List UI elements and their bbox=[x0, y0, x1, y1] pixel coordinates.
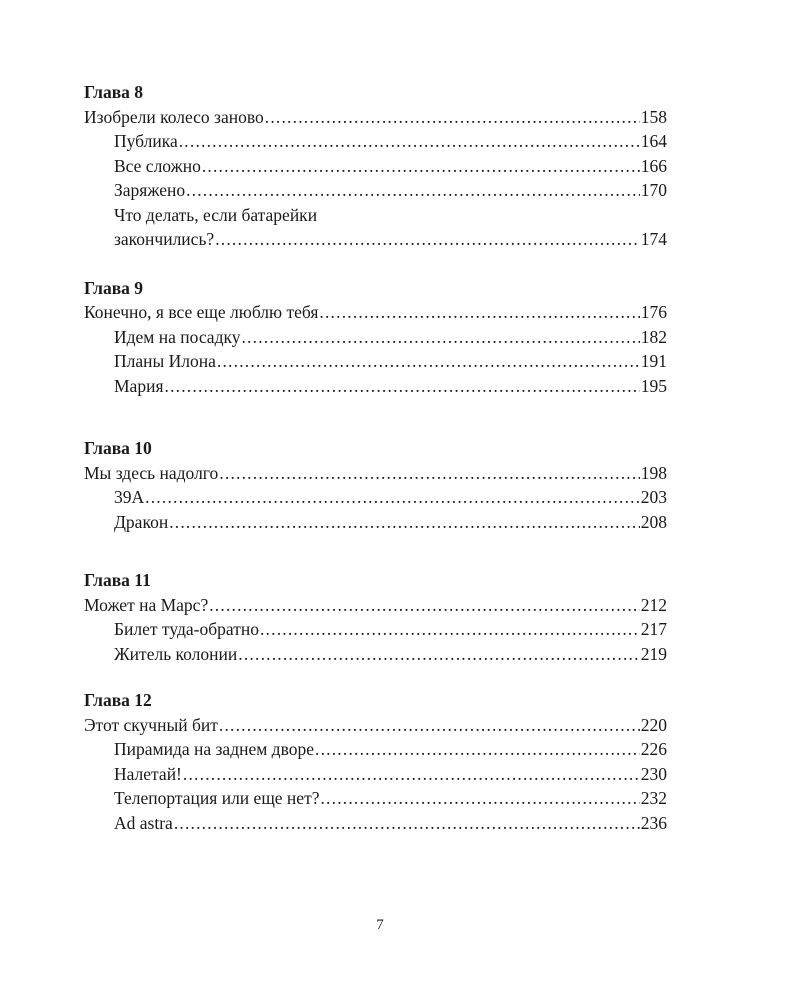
toc-entry-page: 176 bbox=[640, 302, 667, 322]
dot-leader bbox=[217, 349, 640, 374]
toc-entry[interactable] bbox=[84, 105, 667, 130]
toc-subentry[interactable] bbox=[84, 154, 667, 179]
dot-leader bbox=[319, 300, 639, 325]
toc-subentry[interactable] bbox=[84, 737, 667, 762]
toc-subentry-title-line1[interactable]: Что делать, если батарейки bbox=[114, 204, 318, 225]
toc-subentry[interactable] bbox=[84, 762, 667, 787]
toc-subentry[interactable] bbox=[84, 642, 667, 667]
toc-subentry[interactable] bbox=[84, 374, 667, 399]
toc-subentry[interactable] bbox=[84, 510, 667, 535]
page-number: 7 bbox=[376, 917, 384, 933]
toc-subentry-page: 232 bbox=[640, 788, 667, 808]
toc-subentry-title: Все сложно bbox=[114, 155, 201, 176]
dot-leader bbox=[183, 762, 640, 787]
dot-leader bbox=[315, 737, 640, 762]
toc-subentry-page: 226 bbox=[640, 739, 667, 759]
chapter-12 bbox=[84, 688, 667, 835]
toc-subentry-title: Мария bbox=[114, 375, 164, 396]
dot-leader bbox=[145, 485, 640, 510]
chapter-heading: Глава 11 bbox=[84, 570, 151, 590]
toc-subentry-title: 39A bbox=[114, 487, 145, 507]
dot-leader bbox=[260, 617, 640, 642]
toc-subentry[interactable] bbox=[84, 349, 667, 374]
toc-subentry[interactable] bbox=[84, 485, 667, 510]
dot-leader bbox=[219, 461, 639, 486]
toc-entry-title: Этот скучный бит bbox=[84, 714, 218, 735]
toc-subentry-page: 191 bbox=[640, 351, 667, 371]
toc-subentry[interactable] bbox=[84, 617, 667, 642]
toc-subentry[interactable] bbox=[84, 811, 667, 836]
dot-leader bbox=[238, 642, 639, 667]
toc-subentry-title: Ad astra bbox=[114, 812, 173, 833]
toc-entry[interactable] bbox=[84, 713, 667, 738]
toc-subentry-page: 203 bbox=[640, 487, 667, 507]
toc-subentry-title: закончились? bbox=[114, 229, 215, 249]
dot-leader bbox=[169, 510, 640, 535]
chapter-9 bbox=[84, 276, 667, 399]
toc-subentry-page: 236 bbox=[640, 812, 667, 833]
toc-entry[interactable] bbox=[84, 300, 667, 325]
toc-subentry-title: Телепортация или еще нет? bbox=[114, 788, 320, 808]
dot-leader bbox=[202, 154, 640, 179]
toc-entry-page: 220 bbox=[640, 714, 667, 735]
dot-leader bbox=[179, 129, 640, 154]
toc-subentry-page: 230 bbox=[640, 763, 667, 784]
toc-subentry-title: Публика bbox=[114, 131, 178, 151]
dot-leader bbox=[241, 325, 639, 350]
dot-leader bbox=[219, 713, 640, 738]
toc-subentry-title: Дракон bbox=[114, 511, 169, 532]
toc-entry-page: 212 bbox=[640, 594, 667, 615]
toc-subentry-page: 217 bbox=[640, 619, 667, 639]
toc-subentry[interactable] bbox=[84, 129, 667, 154]
toc-entry-title: Мы здесь надолго bbox=[84, 462, 219, 483]
toc-subentry-page: 195 bbox=[640, 375, 667, 396]
dot-leader bbox=[174, 811, 640, 836]
chapter-heading: Глава 8 bbox=[84, 82, 144, 102]
toc-entry-title: Изобрели колесо заново bbox=[84, 106, 264, 127]
toc-subentry[interactable] bbox=[84, 786, 667, 811]
dot-leader bbox=[209, 593, 640, 618]
toc-subentry-page: 164 bbox=[640, 131, 667, 151]
toc-entry[interactable] bbox=[84, 593, 667, 618]
toc-subentry[interactable] bbox=[84, 178, 667, 203]
toc-subentry-page: 174 bbox=[640, 229, 667, 249]
toc-subentry[interactable] bbox=[84, 325, 667, 350]
toc-subentry-title: Житель колонии bbox=[114, 643, 238, 664]
toc-subentry[interactable] bbox=[84, 227, 667, 252]
dot-leader bbox=[320, 786, 639, 811]
chapter-heading: Глава 12 bbox=[84, 690, 152, 710]
toc-entry-page: 198 bbox=[640, 462, 667, 483]
toc-subentry-page: 170 bbox=[640, 180, 667, 200]
toc-subentry-title: Планы Илона bbox=[114, 351, 216, 371]
toc-subentry-title: Заряжено bbox=[114, 180, 186, 200]
toc-entry-page: 158 bbox=[640, 106, 667, 127]
dot-leader bbox=[165, 374, 640, 399]
dot-leader bbox=[265, 105, 640, 130]
chapter-8 bbox=[84, 80, 667, 252]
toc-entry-title: Может на Марс? bbox=[84, 594, 209, 615]
toc-subentry-page: 219 bbox=[640, 643, 667, 664]
toc-subentry-page: 182 bbox=[640, 326, 667, 347]
toc-entry[interactable] bbox=[84, 461, 667, 486]
toc-subentry-title: Налетай! bbox=[114, 763, 182, 784]
chapter-heading: Глава 10 bbox=[84, 438, 152, 458]
toc-subentry-title: Билет туда-обратно bbox=[114, 619, 259, 639]
dot-leader bbox=[186, 178, 640, 203]
toc-subentry-page: 166 bbox=[640, 155, 667, 176]
toc-subentry-title: Идем на посадку bbox=[114, 326, 241, 347]
dot-leader bbox=[215, 227, 640, 252]
toc-subentry-page: 208 bbox=[640, 511, 667, 532]
chapter-10 bbox=[84, 436, 667, 534]
chapter-heading: Глава 9 bbox=[84, 277, 144, 298]
toc-entry-title: Конечно, я все еще люблю тебя bbox=[84, 302, 319, 322]
toc-subentry-title: Пирамида на заднем дворе bbox=[114, 739, 314, 759]
chapter-11 bbox=[84, 568, 667, 666]
table-of-contents bbox=[84, 80, 667, 835]
